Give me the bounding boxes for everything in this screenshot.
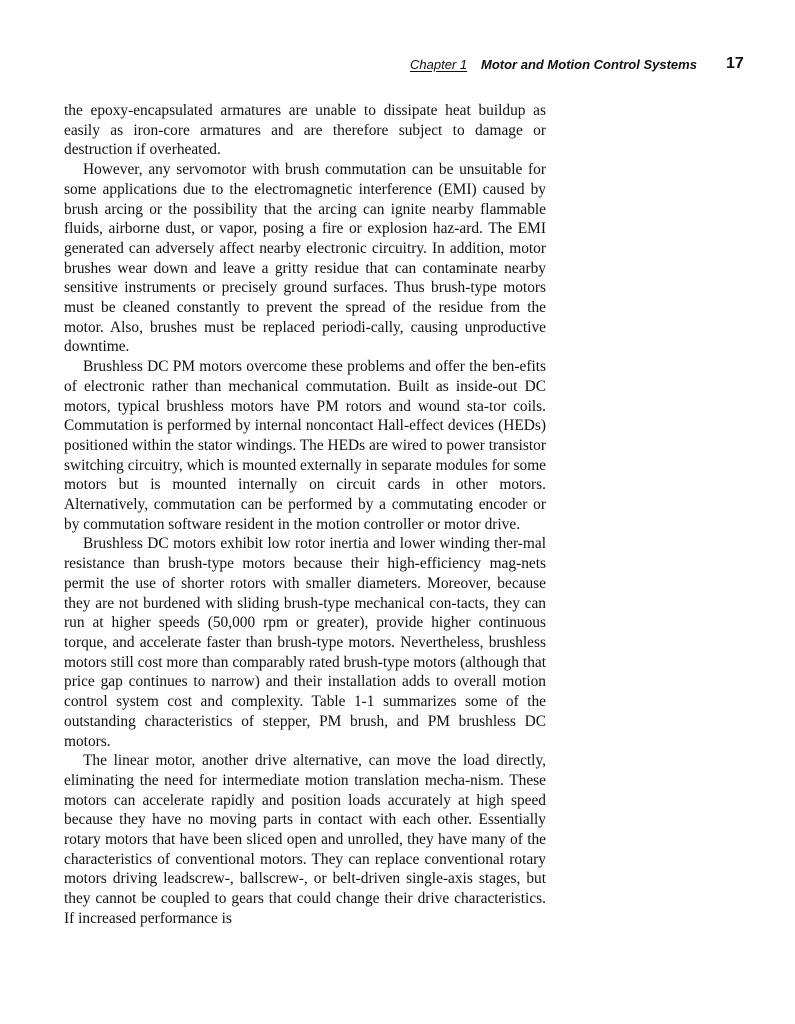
paragraph-emi: However, any servomotor with brush commutation can be unsuitable for some applications due to the electromagnetic interference (EMI) caused by brush arcing or the possibility that the arcing can ignite nearby flammable fluids, airborne dust, or vapor, posing a fire or explosion haz-ard. The EMI generated can adversely affect nearby electronic circuitry. In addition, motor brushes wear down and leave a gritty residue that can contaminate nearby sensitive instruments or precisely ground surfaces. Thus brush-type motors must be cleaned constantly to prevent the spread of the residue from the motor. Also, brushes must be replaced periodi-cally, causing unproductive downtime. xyxy=(64,161,546,356)
running-header xyxy=(0,55,795,75)
paragraph-brushless-advantages: Brushless DC motors exhibit low rotor inertia and lower winding ther-mal resistance than brush-type motors because their high-efficiency mag-nets permit the use of shorter rotors with smaller diameters. Moreover, because they are not burdened with sliding brush-type mechanical con-tacts, they can run at higher speeds (50,000 rpm or greater), provide higher continuous torque, and accelerate faster than brush-type motors. Nevertheless, brushless motors still cost more than comparably rated brush-type motors (although that price gap continues to narrow) and their installation adds to overall motion control system cost and complexity. Table 1-1 summarizes some of the outstanding characteristics of stepper, PM brush, and PM brushless DC motors. xyxy=(64,535,546,750)
paragraph-brushless-commutation: Brushless DC PM motors overcome these problems and offer the ben-efits of electronic rather than mechanical commutation. Built as inside-out DC motors, typical brushless motors have PM rotors and wound sta-tor coils. Commutation is performed by internal noncontact Hall-effect devices (HEDs) positioned within the stator windings. The HEDs are wired to power transistor switching circuitry, which is mounted externally in separate modules for some motors but is mounted internally on circuit cards in other motors. Alternatively, commutation can be performed by a commutating encoder or by commutation software resident in the motion controller or motor drive. xyxy=(64,358,546,533)
paragraph-continuation: the epoxy-encapsulated armatures are unable to dissipate heat buildup as easily as iron-core armatures and are therefore subject to damage or destruction if overheated. xyxy=(64,102,546,159)
page-number: 17 xyxy=(726,55,744,72)
chapter-label: Chapter 1 xyxy=(410,57,468,72)
body-text xyxy=(64,101,546,929)
chapter-title: Motor and Motion Control Systems xyxy=(481,57,697,72)
paragraph-linear-motor: The linear motor, another drive alternative, can move the load directly, eliminating the need for intermediate motion translation mecha-nism. These motors can accelerate rapidly and position loads accurately at high speed because they have no moving parts in contact with each other. Essentially rotary motors that have been sliced open and unrolled, they have many of the characteristics of conventional motors. They can replace conventional rotary motors driving leadscrew-, ballscrew-, or belt-driven single-axis stages, but they cannot be coupled to gears that could change their drive characteristics. If increased performance is xyxy=(64,752,546,927)
